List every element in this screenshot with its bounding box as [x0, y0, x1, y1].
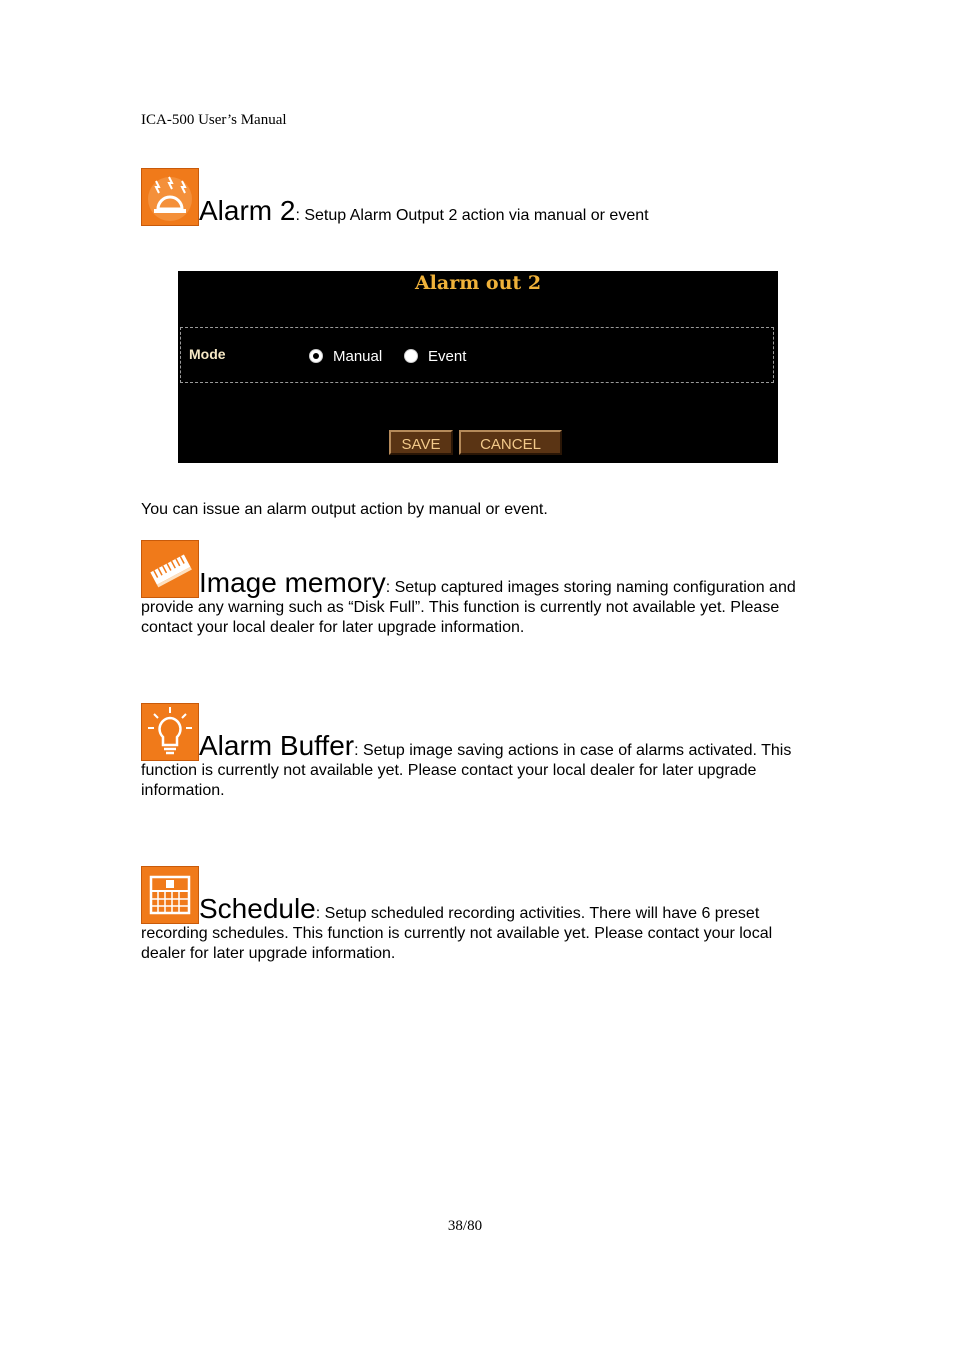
alarm-siren-icon: [141, 168, 199, 226]
section-title: Alarm Buffer: [199, 730, 355, 761]
alarm-out-panel: [178, 271, 778, 463]
section-title: Alarm 2: [199, 195, 296, 226]
light-bulb-icon: [141, 703, 199, 761]
radio-manual[interactable]: [309, 349, 323, 363]
save-button[interactable]: SAVE: [389, 430, 453, 455]
radio-manual-label[interactable]: Manual: [333, 348, 383, 365]
memory-chip-icon: [141, 540, 199, 598]
radio-event[interactable]: [404, 349, 418, 363]
panel-title: Alarm out 2: [414, 272, 542, 294]
cancel-button[interactable]: CANCEL: [459, 430, 562, 455]
section-desc: : Setup scheduled recording activities. There will have 6 preset recording schedules. This function is currently not available yet. Please contact your local dealer for later upgrade information.: [141, 905, 773, 962]
alarm2-section: [141, 168, 821, 226]
mode-label: Mode: [189, 346, 226, 362]
page-number: 38/80: [447, 1218, 483, 1234]
section-title: Schedule: [199, 893, 316, 924]
section-desc: : Setup Alarm Output 2 action via manual or event: [295, 207, 649, 224]
schedule-section: [141, 866, 821, 964]
section-desc: : Setup image saving actions in case of alarms activated. This function is currently not available yet. Please contact your local dealer for later upgrade information.: [141, 742, 792, 799]
section-desc: : Setup captured images storing naming configuration and provide any warning such as “Disk Full”. This function is currently not available yet. Please contact your local dealer for later upgrade information.: [141, 579, 796, 636]
running-header: ICA-500 User’s Manual: [141, 112, 287, 128]
image-memory-section: [141, 540, 821, 638]
radio-event-label[interactable]: Event: [428, 348, 467, 365]
mode-group: [180, 327, 774, 383]
body-paragraph: You can issue an alarm output action by manual or event.: [141, 501, 548, 518]
alarm-buffer-section: [141, 703, 821, 801]
section-title: Image memory: [199, 567, 386, 598]
calendar-icon: [141, 866, 199, 924]
